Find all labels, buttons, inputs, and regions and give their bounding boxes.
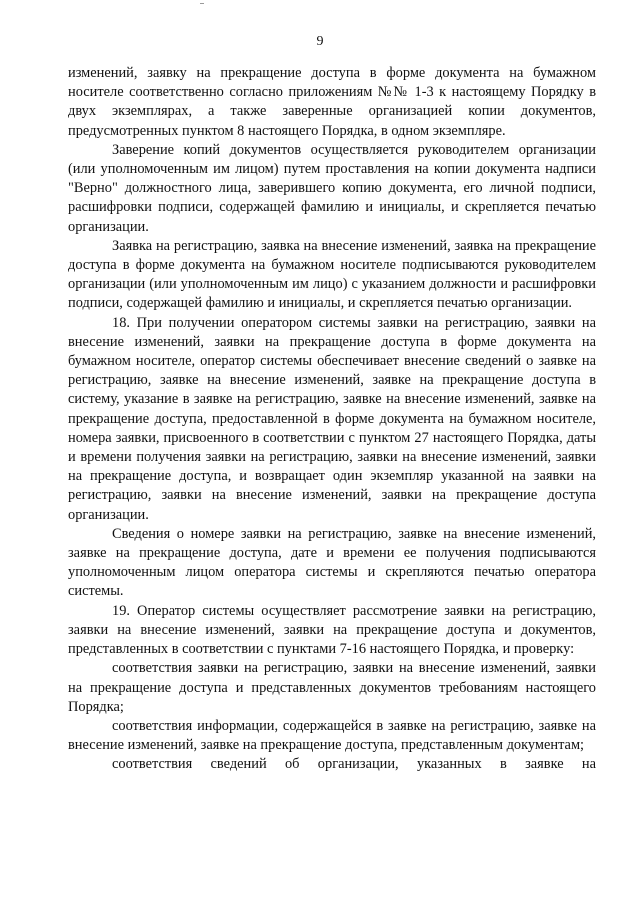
page-number: 9 (316, 34, 324, 49)
paragraph-item-18: 18. При получении оператором системы заявки на регистрацию, заявки на внесение изменений, заявки на прекращение доступа в форме документа на бумажном носителе, оператор системы обеспечивает внесение сведений о заявке на регистрацию, заявке на внесение изменений, заявке на прекращение доступа в систему, указание в заявке на регистрацию, заявке на внесение изменений, заявке на прекращение доступа, предоставленной в форме документа на бумажном носителе, номера заявки, присвоенного в соответствии с пунктом 27 настоящего Порядка, даты и времени получения заявки на регистрацию, заявки на внесение изменений, заявки на прекращение доступа, и возвращает один экземпляр указанной на заявки на регистрацию, заявки на внесение изменений, заявки на прекращение доступа организации. (68, 314, 596, 523)
paragraph-application-signing: Заявка на регистрацию, заявка на внесение изменений, заявка на прекращение доступа в форме документа на бумажном носителе подписываются руководителем организации (или уполномоченным им лицо) с указанием должности и расшифровки подписи, содержащей фамилию и инициалы, и скрепляется печатью организации. (68, 237, 596, 312)
scan-mark (200, 3, 204, 4)
paragraph-copy-certification: Заверение копий документов осуществляется руководителем организации (или уполномоченным им лицом) путем проставления на копии документа надписи "Верно" должностного лица, заверившего копию документа, его личной подписи, расшифровки подписи, содержащей фамилию и инициалы, и скрепляется печатью организации. (68, 141, 596, 235)
paragraph-continuation: изменений, заявку на прекращение доступа в форме документа на бумажном носителе соответственно согласно приложениям №№ 1-3 к настоящему Порядку в двух экземплярах, а также заверенные организацией копии документов, предусмотренных пунктом 8 настоящего Порядка, в одном экземпляре. (68, 65, 596, 139)
paragraph-application-number-info: Сведения о номере заявки на регистрацию, заявке на внесение изменений, заявке на прекращение доступа, дате и времени ее получения подписываются уполномоченным лицом оператора системы и скрепляются печатью оператора системы. (68, 525, 596, 600)
paragraph-check-requirements: соответствия заявки на регистрацию, заявки на внесение изменений, заявки на прекращение доступа и представленных документов требованиям настоящего Порядка; (68, 660, 596, 715)
paragraph-check-organization: соответствия сведений об организации, указанных в заявке на (112, 756, 596, 773)
paragraph-item-19: 19. Оператор системы осуществляет рассмотрение заявки на регистрацию, заявки на внесение изменений, заявки на прекращение доступа и документов, представленных в соответствии с пунктами 7-16 настоящего Порядка, и проверку: (68, 602, 596, 658)
document-body (68, 64, 596, 775)
paragraph-check-information: соответствия информации, содержащейся в заявке на регистрацию, заявке на внесение изменений, заявке на прекращение доступа, представленным документам; (68, 717, 596, 754)
